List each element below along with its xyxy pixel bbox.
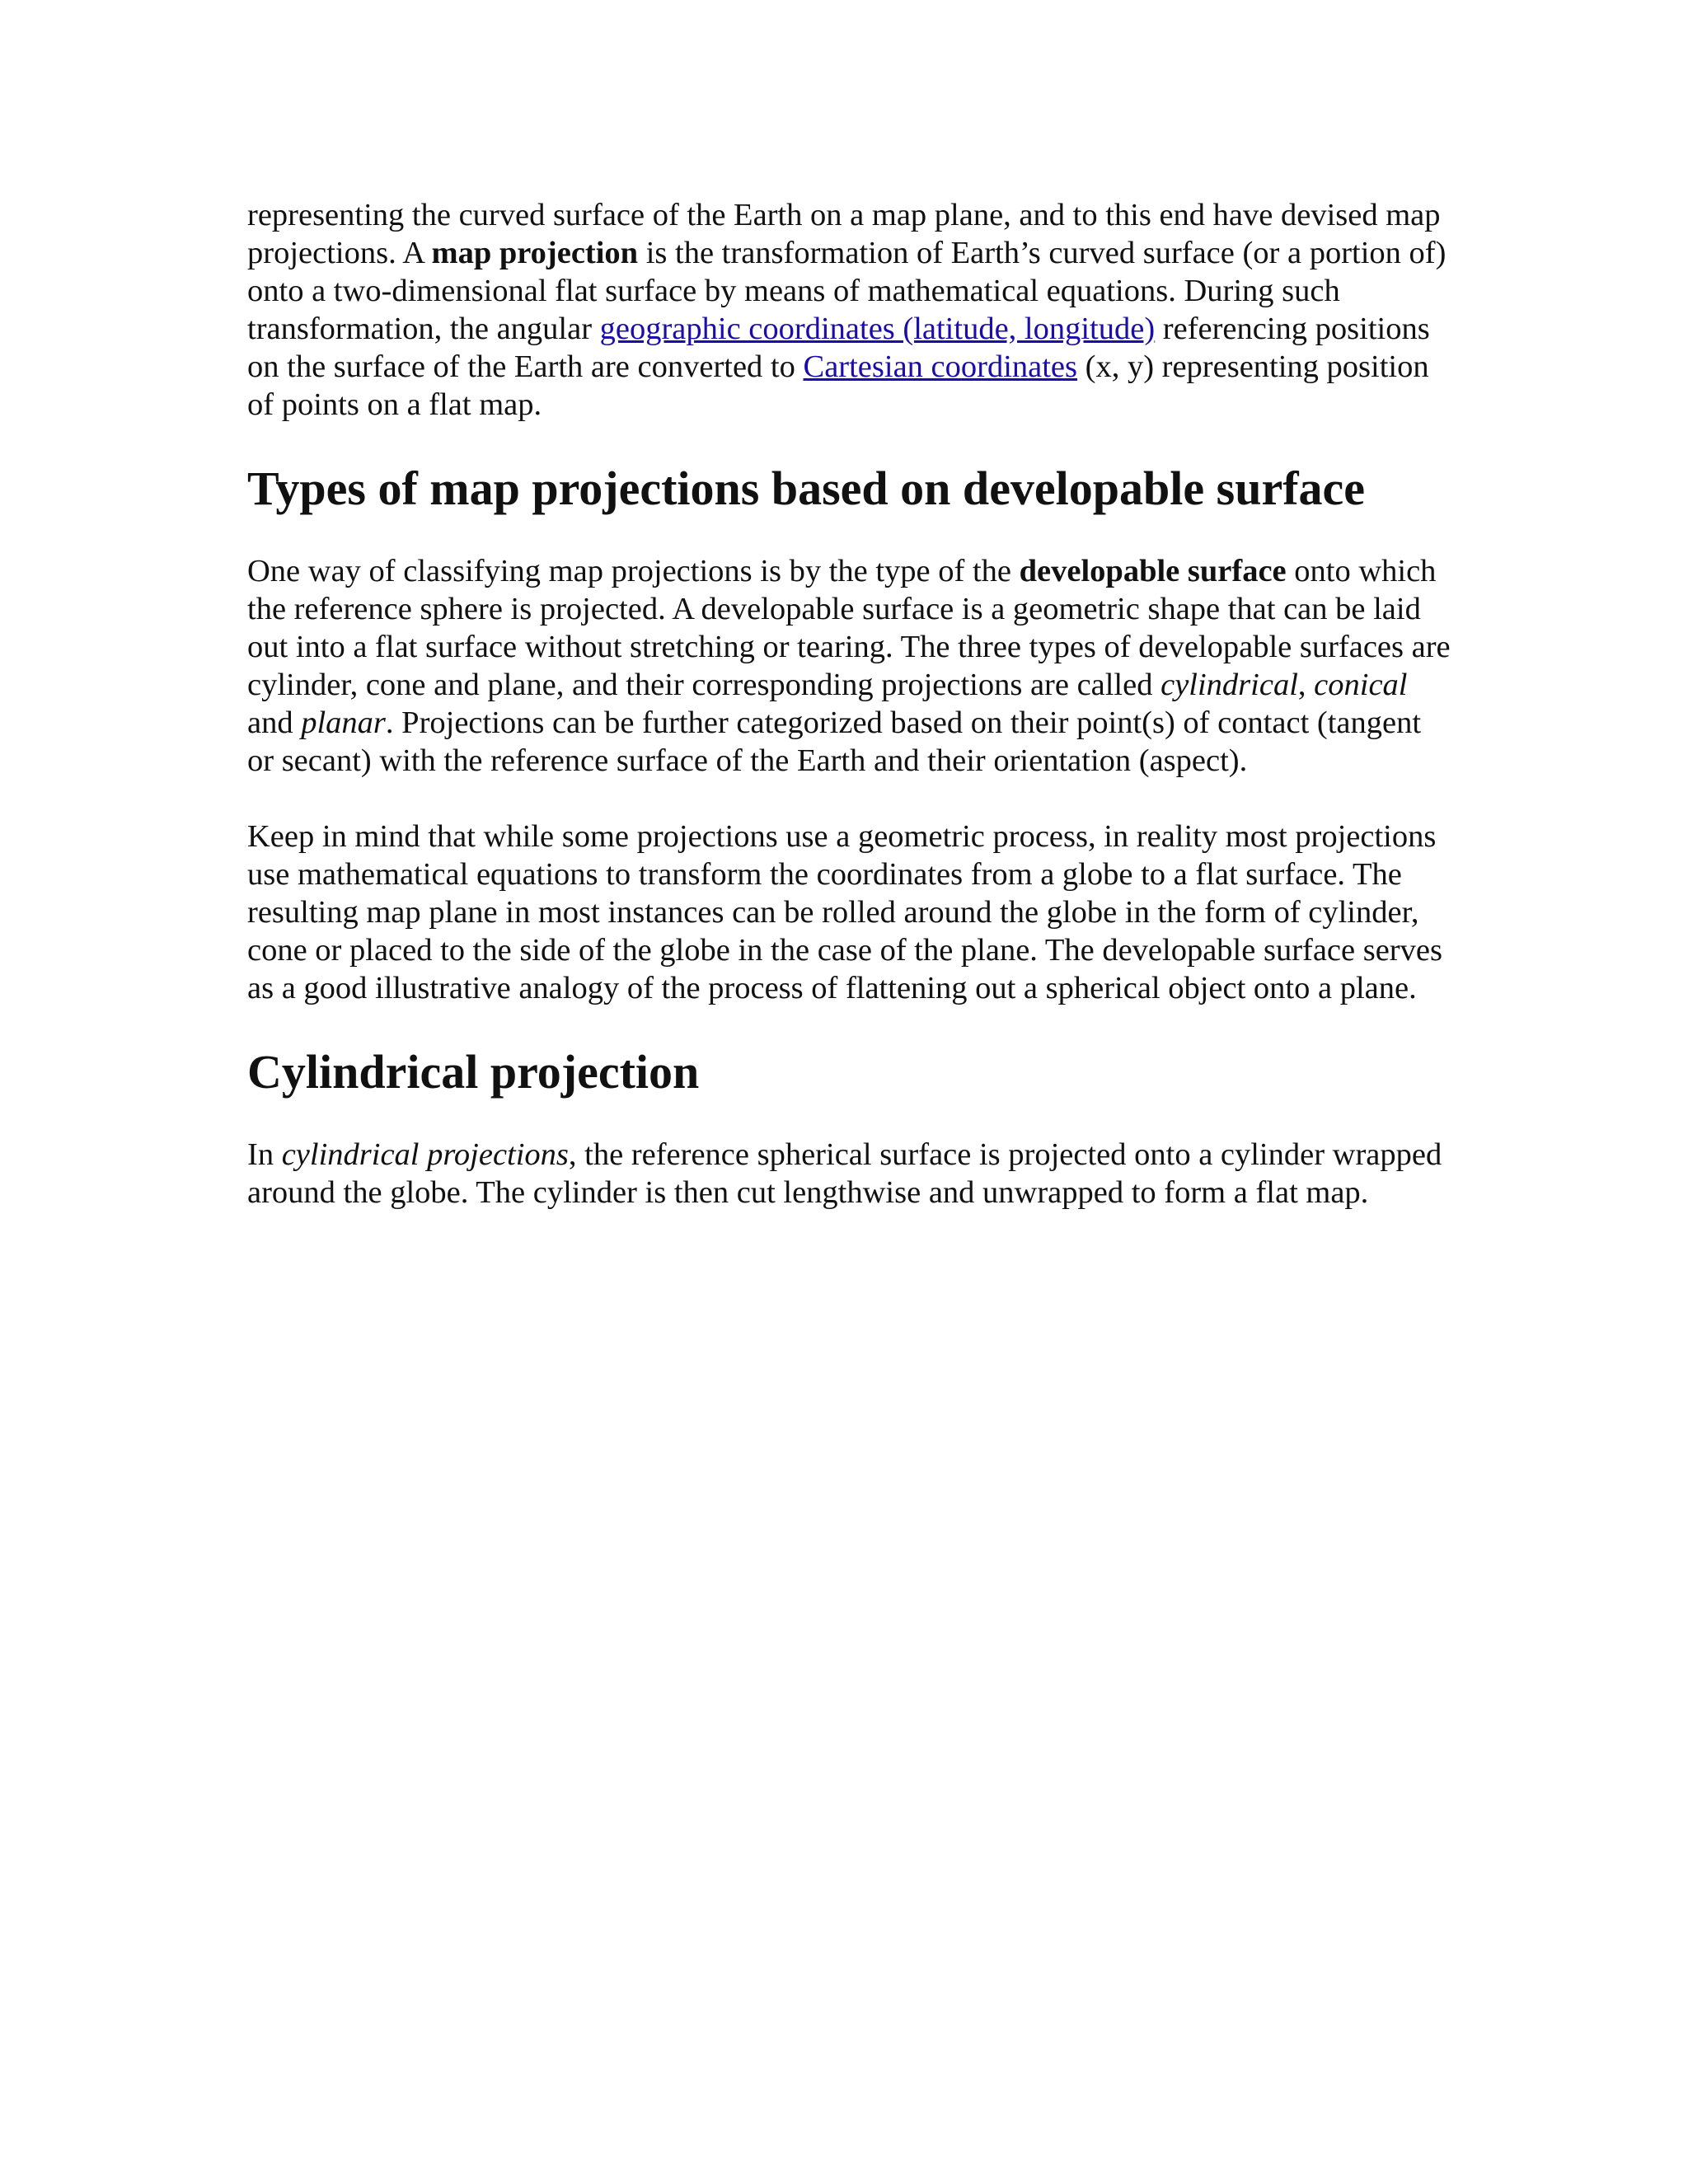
term-map-projection: map projection <box>431 236 639 270</box>
term-conical: conical <box>1314 668 1408 702</box>
types-text-5: . Projections can be further categorized based on their point(s) of contact (tangent or secant) with the reference surface of the Earth and their orientation (aspect). <box>247 705 1422 778</box>
intro-text-1: representing the curved surface of the Earth on a map plane, and to this end have devised map projections. A <box>247 198 1441 270</box>
types-text-2: onto which the reference sphere is projected. A developable surface is a geometric shape that can be laid out into a flat surface without stretching or tearing. The three types of developable surfaces are cylinder, cone and plane, and their corresponding projections are called <box>247 554 1451 702</box>
term-cylindrical-projections: cylindrical projections <box>281 1137 569 1172</box>
link-cartesian-coordinates[interactable]: Cartesian coordinates <box>803 349 1077 384</box>
intro-text-3: referencing positions on the surface of the Earth are converted to <box>247 312 1430 384</box>
heading-cylindrical-projection: Cylindrical projection <box>247 1045 700 1099</box>
term-developable-surface: developable surface <box>1019 554 1287 588</box>
intro-text-4: (x, y) representing position of points on a flat map. <box>247 349 1429 422</box>
cyl-text-1: In <box>247 1137 282 1172</box>
paragraph-cylindrical <box>247 1136 1451 1212</box>
heading-types-of-projections: Types of map projections based on developable surface <box>247 462 1366 515</box>
types-text-1: One way of classifying map projections is by the type of the <box>247 554 1020 588</box>
types-text-3: , <box>1297 668 1315 702</box>
document-page <box>247 196 1451 1212</box>
term-planar: planar <box>301 705 386 740</box>
term-cylindrical: cylindrical <box>1160 668 1298 702</box>
intro-paragraph <box>247 196 1451 424</box>
intro-text-2: is the transformation of Earth’s curved surface (or a portion of) onto a two-dimensional flat surface by means of mathematical equations. During such transformation, the angular <box>247 236 1447 346</box>
paragraph-keep-in-mind: Keep in mind that while some projections use a geometric process, in reality most projections use mathematical equations to transform the coordinates from a globe to a flat surface. The resulting map plane in most instances can be rolled around the globe in the form of cylinder, cone or placed to the side of the globe in the case of the plane. The developable surface serves as a good illustrative analogy of the process of flattening out a spherical object onto a plane. <box>247 819 1442 1005</box>
cyl-text-2: , the reference spherical surface is projected onto a cylinder wrapped around the globe. The cylinder is then cut lengthwise and unwrapped to form a flat map. <box>247 1137 1442 1210</box>
paragraph-developable-surface <box>247 552 1451 780</box>
types-text-4: and <box>247 705 302 740</box>
link-geographic-coordinates[interactable]: geographic coordinates (latitude, longitude) <box>599 312 1156 346</box>
